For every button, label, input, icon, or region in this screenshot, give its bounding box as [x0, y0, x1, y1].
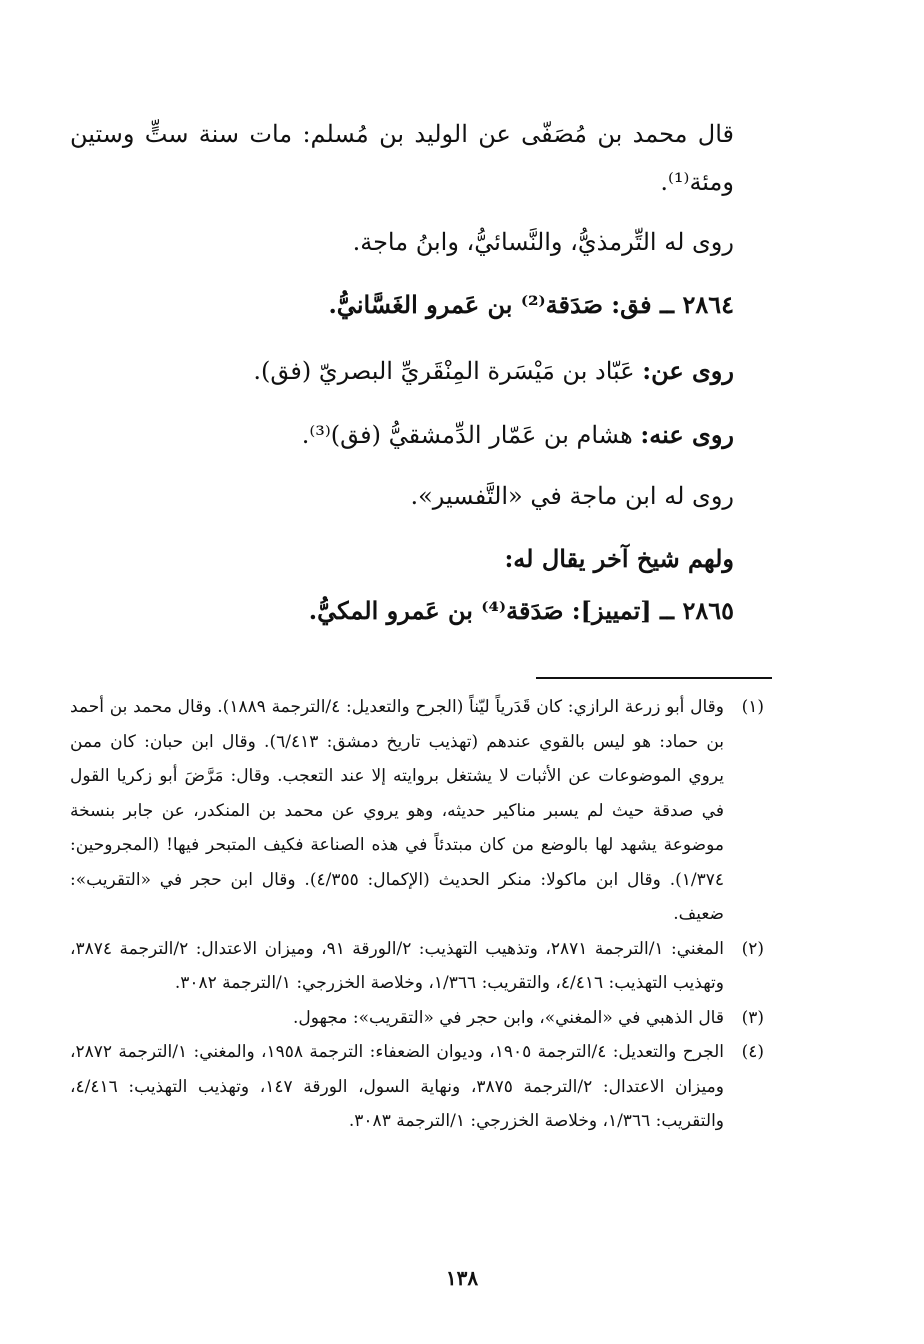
- narrated-from-line: [253, 356, 734, 385]
- narrated-from-text: عَبّاد بن مَيْسَرة المِنْقَريِّ البصريّ (فق).: [253, 357, 635, 385]
- footnote-3-text: قال الذهبي في «المغني»، وابن حجر في «التقريب»: مجهول.: [293, 1007, 724, 1028]
- other-sheikh-line: ولهم شيخ آخر يقال له:: [504, 544, 734, 573]
- entry-2864-heading: ٢٨٦٤ ــ فق: صَدَقة⁽²⁾ بن عَمرو الغَسَّانيُّ.: [328, 290, 734, 319]
- entry-2865-heading: ٢٨٦٥ ــ [تمييز]: صَدَقة⁽⁴⁾ بن عَمرو المكيُّ.: [308, 596, 734, 625]
- footnote-4: [70, 1035, 764, 1139]
- footnote-1-mark: (١): [741, 697, 764, 717]
- footnote-2-text: المغني: ١/الترجمة ٢٨٧١، وتذهيب التهذيب: ٢/الورقة ٩١، وميزان الاعتدال: ٢/الترجمة ٣٨٧٤، وتهذيب التهذيب: ٤/٤١٦، والتقريب: ١/٣٦٦، وخلاصة الخزرجي: ١/الترجمة ٣٠٨٢.: [70, 938, 724, 993]
- footnote-1: [70, 690, 764, 932]
- narration-line-2: روى له ابن ماجة في «التَّفسير».: [410, 482, 734, 510]
- narrated-by-text: هشام بن عَمّار الدِّمشقيُّ (فق)⁽³⁾.: [301, 421, 633, 449]
- narrated-from-label: روى عن:: [642, 356, 734, 385]
- footnote-3-mark: (٣): [741, 1007, 764, 1028]
- footnote-4-mark: (٤): [741, 1042, 764, 1062]
- narration-line-1: روى له التِّرمذيُّ، والنَّسائيُّ، وابنُ ماجة.: [352, 228, 734, 256]
- narrated-by-label: روى عنه:: [640, 420, 734, 449]
- footnote-3: [70, 1001, 764, 1036]
- footnote-separator: [536, 677, 772, 679]
- footnote-2-mark: (٢): [741, 938, 764, 959]
- footnote-2: [70, 932, 764, 1001]
- footnotes-section: [70, 690, 764, 1139]
- page-number: ١٣٨: [445, 1266, 479, 1290]
- narrated-by-line: [302, 420, 734, 449]
- footnote-4-text: الجرح والتعديل: ٤/الترجمة ١٩٠٥، وديوان الضعفاء: الترجمة ١٩٥٨، والمغني: ١/الترجمة ٢٨٧٢، وميزان الاعتدال: ٢/الترجمة ٣٨٧٥، ونهاية السول، الورقة ١٤٧، وتهذيب التهذيب: ٤/٤١٦، والتقريب: ١/٣٦٦، وخلاصة الخزرجي: ١/الترجمة ٣٠٨٣.: [70, 1042, 724, 1131]
- intro-paragraph: قال محمد بن مُصَفّى عن الوليد بن مُسلم: مات سنة ستٍّ وستين ومئة⁽¹⁾.: [70, 120, 735, 196]
- footnote-1-text: وقال أبو زرعة الرازي: كان قَدَرياً ليّناً (الجرح والتعديل: ٤/الترجمة ١٨٨٩). وقال محمد بن أحمد بن حماد: هو ليس بالقوي عندهم (تهذيب تاريخ دمشق: ٦/٤١٣). وقال ابن حبان: كان ممن يروي الموضوعات عن الأثبات لا يشتغل بروايته إلا عند التعجب. وقال: مَرَّضَ أبو زكريا القول في صدقة حيث لم يسبر مناكير حديثه، وهو يروي عن محمد بن المنكدر، عن جابر بنسخة موضوعة يشهد لها بالوضع من كان مبتدئاً في هذه الصناعة فكيف المتبحر فيها! (المجروحين: ١/٣٧٤). وقال ابن ماكولا: منكر الحديث (الإكمال: ٤/٣٥٥). وقال ابن حجر في «التقريب»: ضعيف.: [70, 697, 724, 924]
